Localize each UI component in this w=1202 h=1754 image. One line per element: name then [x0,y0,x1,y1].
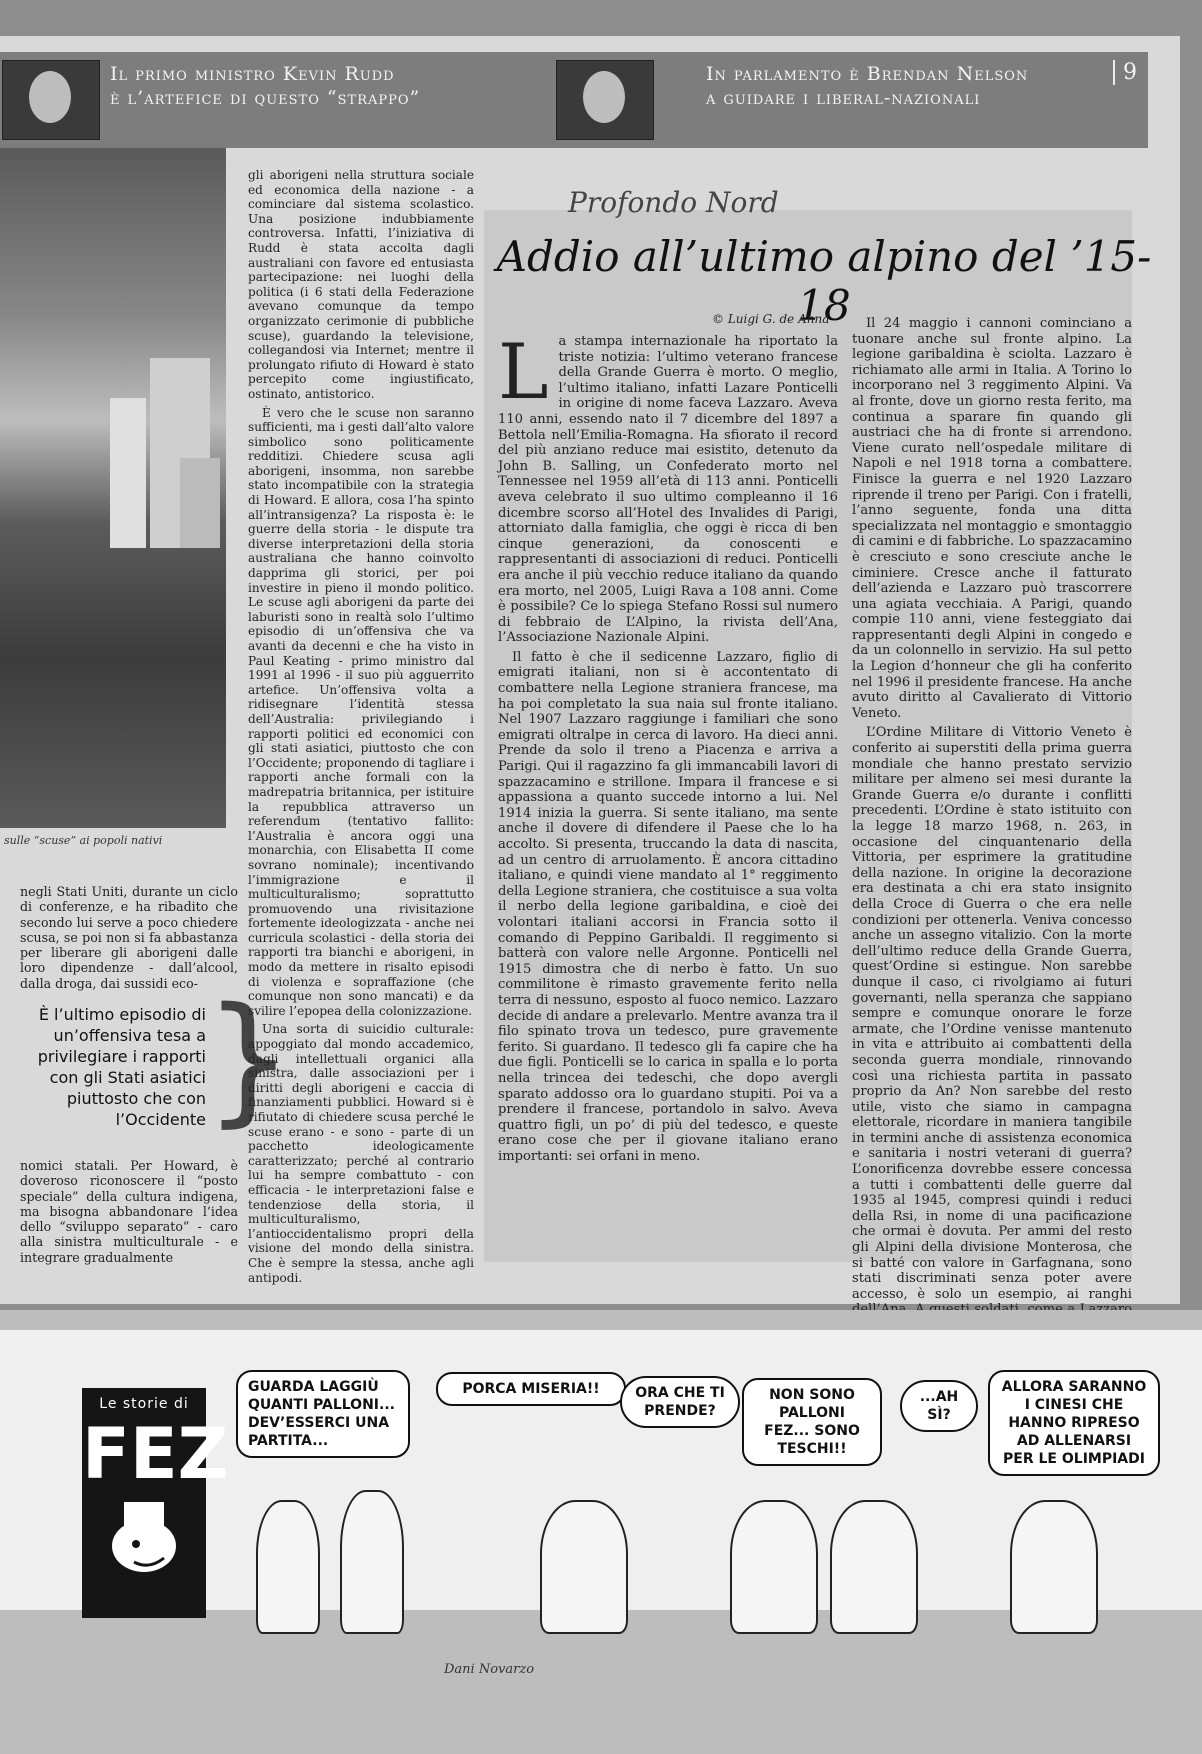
brace-ornament: } [204,978,294,1141]
paragraph: Il 24 maggio i cannoni cominciano a tuonare anche sul fronte alpino. La legione garibaldina è sciolta. Lazzaro è richiamato alle armi in Italia. A Torino lo incorporano nel 3 reggimento Alpini. Va al fronte, dove un giorno resta ferito, ma continua a sparare fin quando gli austriaci che ha di fronte si arrendono. Viene curato nell’ospedale militare di Napoli e nel 1918 torna a combattere. Finisce la guerra e nel 1920 Lazzaro riprende il treno per Parigi. Con i fratelli, l’anno seguente, fonda una ditta specializzata nel montaggio e smontaggio di camini e di fabbriche. Lo spazzacamino è cresciuto e sono cresciute anche le ciminiere. Cresce anche il fatturato dell’azienda e Lazzaro può trascorrere una agiata vecchiaia. A Parigi, quando compie 110 anni, viene festeggiato dai rappresentanti degli Alpini in congedo e da un colonnello in servizio. Ha sul petto la Legion d’honneur che gli ha conferito nel 1996 il presidente francese. Ha anche avuto diritto al Cavalierato di Vittorio Veneto. [852,316,1132,721]
speech-bubble-5: ...AH SÌ? [900,1380,978,1432]
speech-bubble-3: ORA CHE TI PRENDE? [620,1376,740,1428]
speech-bubble-6: ALLORA SARANNO I CINESI CHE HANNO RIPRESO AD ALLENARSI PER LE OLIMPIADI [988,1370,1160,1476]
header-right-line1: In parlamento è Brendan Nelson [706,63,1029,85]
building-shape [180,458,220,548]
photo-caption: sulle “scuse” ai popoli nativi [4,834,163,847]
drop-cap: L [498,327,549,416]
building-shape [110,398,146,548]
comic-character [1010,1500,1098,1634]
middle-column [248,168,474,1289]
kevin-rudd-photo [2,60,100,140]
left-bottom-text [20,1158,238,1269]
header-right [556,52,1148,148]
cartoonist-signature: Dani Novarzo [444,1662,535,1677]
comic-character [540,1500,628,1634]
article-byline: © Luigi G. de Anna [712,312,830,326]
paragraph: Una sorta di suicidio culturale: appoggiato dal mondo accademico, dagli intellettuali organici alla sinistra, dalle associazioni per i diritti degli aborigeni e caccia di finanziamenti pubblici. Howard si è rifiutato di chiedere scusa perché le scuse erano - e sono - parte di un pacchetto ideologicamente caratterizzato; perché al contrario lui ha sempre combattuto - con efficacia - le interpretazioni false e tendenziose della storia, il multiculturalismo, l’antioccidentalismo propri della visione del mondo della sinistra. Che è sempre la stessa, anche agli antipodi. [248,1022,474,1285]
comic-character [340,1490,404,1634]
paragraph: a stampa internazionale ha riportato la triste notizia: l’ultimo veterano francese della Grande Guerra è morto. O meglio, l’ultimo italiano, infatti Lazare Ponticelli in origine di nome faceva Lazzaro. Aveva 110 anni, essendo nato il 7 dicembre del 1897 a Bettola nell’Emilia-Romagna. Ha sfiorato il record del più anziano reduce mai esistito, detenuto da John B. Salling, un Confederato morto nel Tennessee nel 1959 all’età di 113 anni. Ponticelli aveva celebrato il suo ultimo compleanno il 16 dicembre scorso all’Hotel des Invalides di Parigi, attorniato dalla famiglia, che oggi è ricca di ben cinque generazioni, da conoscenti e rappresentanti di associazioni di reduci. Ponticelli era anche il più vecchio reduce italiano da quando era morto, nel 2005, Luigi Rava a 108 anni. Come è possibile? Ce lo spiega Stefano Rossi sul numero di febbraio de L’Alpino, la rivista dell’Ana, l’Associazione Nazionale Alpini. [498,334,838,646]
speech-bubble-1: GUARDA LAGGIÙ QUANTI PALLONI... DEV’ESSERCI UNA PARTITA... [236,1370,410,1458]
header-left [0,52,556,148]
paragraph: nomici statali. Per Howard, è doveroso riconoscere il “posto speciale” della cultura indigena, ma bisogna abbandonare l’idea dello “sviluppo separato” - caro alla sinistra multiculturale - e integrare gradualmente [20,1158,238,1265]
article-column-1 [498,327,838,1168]
paragraph: È vero che le scuse non saranno sufficienti, ma i gesti dall’alto valore simbolico sono politicamente redditizi. Chiedere scusa agli aborigeni, insomma, non sarebbe stato incompatibile con la strategia di Howard. E allora, cosa l’ha spinto all’intransigenza? La risposta è: le guerre della storia - le dispute tra diverse interpretazioni della storia australiana che hanno coinvolto dapprima gli storici, per poi investire in pieno il mondo politico. Le scuse agli aborigeni da parte dei laburisti sono in realtà solo l’ultimo episodio di un’offensiva che va avanti da decenni e che ha visto in Paul Keating - primo ministro dal 1991 al 1996 - il suo più agguerrito artefice. Un’offensiva volta a ridisegnare l’identità stessa dell’Australia: privilegiando i rapporti politici ed economici con gli stati asiatici, piuttosto che con l’Occidente; proponendo di tagliare i rapporti anche formali con la madrepatria britannica, per istituire la repubblica attraverso un referendum (tentativo fallito: l’Australia è ancora oggi una monarchia, con Elisabetta II come sovrano nominale); incentivando l’immigrazione e il multiculturalismo; soprattutto promuovendo una rivisitazione fortemente ideologizzata - anche nei curricula scolastici - della storia dei rapporti tra bianchi e aborigeni, in modo da mettere in risalto episodi di violenza e sopraffazione (che comunque non sono mancati) e da svilire l’epopea della colonizzazione. [248,405,474,1018]
pull-quote: È l’ultimo episodio di un’offensiva tesa a privilegiare i rapporti con gli Stati asiatici piuttosto che con l’Occidente [37,1005,206,1129]
page-number: 9 [1113,60,1138,85]
fez-character-icon [94,1496,194,1586]
paragraph: gli aborigeni nella struttura sociale ed economica della nazione - a cominciare dal sistema scolastico. Una posizione indubbiamente controversa. Infatti, l’iniziativa di Rudd è stata accolta dagli australiani con favore ed entusiasta partecipazione: nei luoghi della politica (i 6 stati della Federazione avevano comunque da tempo organizzato cerimonie di pubbliche scuse), guardando la televisione, collegandosi via Internet; mentre il prolungato rifiuto di Howard è stato percepito come ingiustificato, ostinato, antistorico. [248,168,474,401]
series-title: FEZ [82,1413,229,1495]
speech-bubble-2: PORCA MISERIA!! [436,1372,626,1406]
article-column-2 [852,316,1132,1353]
header-right-line2: a guidare i liberal-nazionali [706,87,981,109]
paragraph: Il fatto è che il sedicenne Lazzaro, figlio di emigrati italiani, non si è accontentato di combattere nella Legione straniera francese, ma ha poi completato la sua naia sul fronte italiano. Nel 1907 Lazzaro raggiunge i familiari che sono emigrati oltralpe in cerca di lavoro. Ha dieci anni. Prende da solo il treno a Piacenza e arriva a Parigi. Qui il ragazzino fa gli immancabili lavori di spazzacamino e strillone. Impara il francese e si appassiona a quanto succede intorno a lui. Nel 1914 inizia la guerra. Si sente italiano, ma sente anche il dovere di difendere il Paese che lo ha accolto. Si presenta, truccando la data di nascita, ad un centro di arruolamento. È ancora cittadino italiano, e quindi viene mandato al 1° reggimento della Legione straniera, che costituisce a sua volta il nerbo della legione garibaldina, e cioè dei volontari italiani accorsi in Francia sotto il comando di Peppino Garibaldi. Il reggimento si batterà con valore nelle Argonne. Ponticelli nel 1915 dimostra che di nerbo è fatto. Un suo commilitone è rimasto gravemente ferito nella terra di nessuno, esposto al fuoco nemico. Lazzaro decide di andare a prelevarlo. Mentre avanza tra il filo spinato trova un tedesco, pure gravemente ferito. Si guardano. Il tedesco gli fa capire che ha due figli. Ponticelli se lo carica in spalla e lo porta nella trincea dei tedeschi, che dopo avergli sparato addosso ora lo guardano stupiti. Poi va a prendere il francese, portandolo in salvo. Aveva quattro figli, un po’ di più del tedesco, e queste erano cose che per il giovane italiano erano importanti: sei orfani in meno. [498,649,838,1164]
speech-bubble-4: NON SONO PALLONI FEZ... SONO TESCHI!! [742,1378,882,1466]
comic-character [830,1500,918,1634]
comic-character [256,1500,320,1634]
article-kicker: Profondo Nord [568,186,779,219]
comic-series-label [82,1388,229,1618]
series-label-text: Le storie di [99,1396,189,1412]
brendan-nelson-photo [556,60,654,140]
comic-character [730,1500,818,1634]
crowd-photo [0,148,226,828]
paragraph: L’Ordine Militare di Vittorio Veneto è conferito ai superstiti della prima guerra mondiale che hanno prestato servizio militare per almeno sei mesi durante la Grande Guerra e/o durante i conflitti precedenti. L’Ordine è stato istituito con la legge 18 marzo 1968, n. 263, in occasione del cinquantenario della Vittoria, per esprimere la gratitudine della nazione. In origine la decorazione era destinata a chi era stato insignito della Croce di Guerra o che era nelle condizioni per ottenerla. Veniva concesso anche un assegno vitalizio. Con la morte dell’ultimo reduce della Grande Guerra, quest’Ordine si estingue. Non sarebbe dunque il caso, ci rivolgiamo ai futuri governanti, nella speranza che sappiano sempre e comunque onorare le forze armate, che l’Ordine venisse mantenuto in vita e attribuito ai combattenti della seconda guerra mondiale, rinnovando così una richiesta partita in passato proprio da An? Non sarebbe del resto utile, visto che siamo in campagna elettorale, ricordare in maniera tangibile in termini anche di assistenza economica e sanitaria i nostri veterani di guerra? L’onorificenza dovrebbe essere concessa a tutti i combattenti delle guerre dal 1935 al 1945, compresi quindi i reduci della Rsi, in nome di una pacificazione che ormai è dovuta. Per ammi del resto gli Alpini della divisione Monterosa, che si batté con valore in Garfagnana, sono stati discriminati senza poter avere accesso, è solo un esempio, ai ranghi [852,725,1132,1302]
portrait-icon [29,71,71,123]
portrait-icon [583,71,625,123]
header-left-line1: Il primo ministro Kevin Rudd [110,63,395,85]
article-headline: Addio all’ultimo alpino del ’15-18 [496,232,1152,330]
paragraph: negli Stati Uniti, durante un ciclo di conferenze, e ha ribadito che secondo lui serve a poco chiedere scusa, se poi non si fa abbastanza per liberare gli aborigeni dalle loro dipendenze - dall’alcool, dalla droga, dai sussidi eco- [20,884,238,991]
header-left-line2: è l’artefice di questo “strappo” [110,87,421,109]
